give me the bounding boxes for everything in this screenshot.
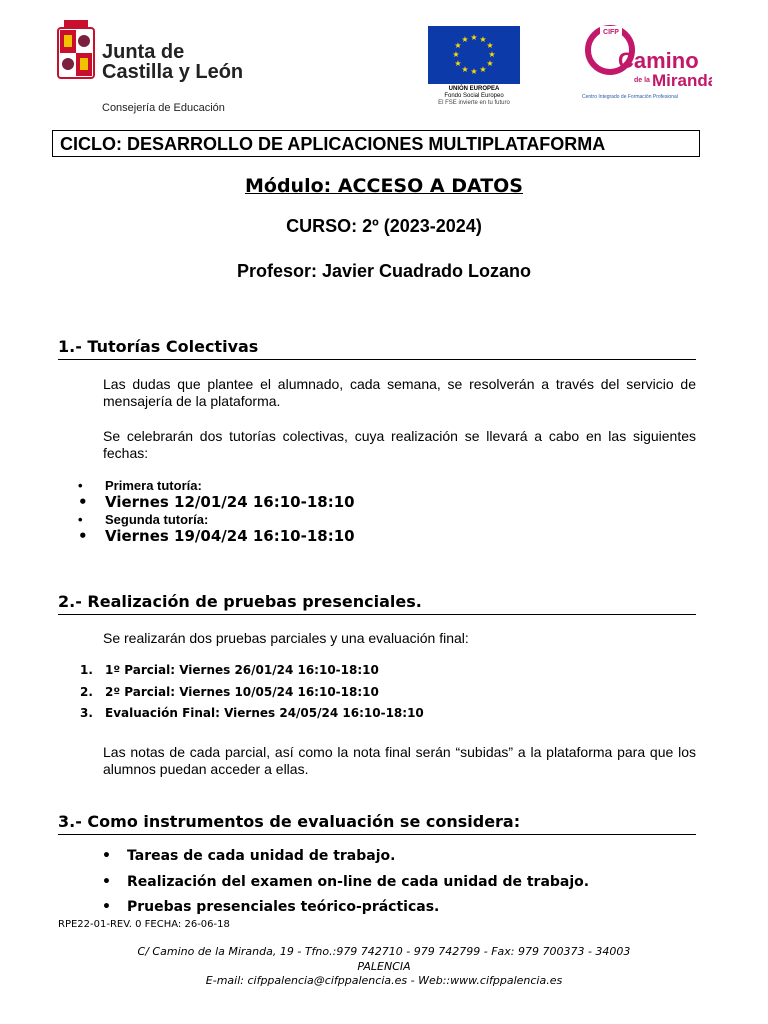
teacher-name: Profesor: Javier Cuadrado Lozano (236, 261, 532, 281)
cifp-miranda-text: Miranda (652, 71, 712, 90)
svg-text:★: ★ (486, 41, 494, 50)
bullet-icon: • (78, 493, 88, 511)
cifp-camino-miranda-logo (578, 18, 712, 102)
jcyl-name-line2: Castilla y León (102, 61, 244, 83)
svg-text:★: ★ (479, 65, 487, 74)
module-title: Módulo: ACCESO A DATOS (244, 175, 523, 197)
section1-heading: 1.- Tutorías Colectivas (58, 337, 696, 360)
svg-text:★: ★ (470, 33, 478, 42)
section2-intro: Se realizarán dos pruebas parciales y una evaluación final: (103, 630, 469, 646)
junta-castilla-leon-logo (56, 20, 246, 114)
svg-text:★: ★ (479, 35, 487, 44)
svg-text:★: ★ (461, 35, 469, 44)
svg-text:★: ★ (470, 67, 478, 76)
bullet-icon: • (102, 874, 111, 890)
cifp-logo-graphic (578, 18, 712, 102)
eu-slogan: El FSE invierte en tu futuro (438, 100, 510, 106)
cifp-badge-text: CIFP (603, 29, 619, 36)
eu-flag-icon (428, 26, 520, 84)
svg-text:★: ★ (454, 41, 462, 50)
footer-city: PALENCIA (357, 960, 411, 973)
svg-text:★: ★ (452, 50, 460, 59)
svg-text:★: ★ (488, 50, 496, 59)
footer-address: C/ Camino de la Miranda, 19 - Tfno.:979 742710 - 979 742799 - Fax: 979 700373 - 34003 (137, 945, 631, 958)
eu-social-fund-logo (428, 26, 520, 108)
coat-of-arms-icon (56, 20, 96, 80)
ciclo-title: CICLO: DESARROLLO DE APLICACIONES MULTIPLATAFORMA (60, 134, 606, 154)
document-revision: RPE22-01-REV. 0 FECHA: 26-06-18 (58, 919, 230, 930)
jcyl-department: Consejería de Educación (102, 102, 225, 114)
bullet-icon: • (102, 848, 111, 864)
section3-heading: 3.- Como instrumentos de evaluación se considera: (58, 812, 696, 835)
section2-heading: 2.- Realización de pruebas presenciales. (58, 592, 696, 615)
bullet-icon: • (78, 478, 83, 493)
section1-paragraph1: Las dudas que plantee el alumnado, cada semana, se resolverán a través del servicio de mensajería de la plataforma. (103, 376, 696, 409)
bullet-icon: • (78, 527, 88, 545)
section1-paragraph2: Se celebrarán dos tutorías colectivas, cuya realización se llevará a cabo en las siguientes fechas: (103, 428, 696, 461)
eu-union-label: UNIÓN EUROPEA (448, 86, 500, 92)
eu-fund-label: Fondo Social Europeo (444, 93, 504, 99)
svg-text:★: ★ (461, 65, 469, 74)
cifp-camino-text: Camino (618, 48, 699, 73)
bullet-icon: • (78, 512, 83, 527)
ciclo-title-box (52, 130, 700, 157)
svg-text:★: ★ (486, 59, 494, 68)
section2-note: Las notas de cada parcial, así como la nota final serán “subidas” a la plataforma para que los alumnos puedan acceder a ellas. (103, 744, 696, 777)
svg-text:★: ★ (454, 59, 462, 68)
jcyl-name-line1: Junta de (102, 41, 185, 63)
footer-contact: E-mail: cifppalencia@cifppalencia.es - Web::www.cifppalencia.es (205, 974, 563, 987)
cifp-dela-text: de la (634, 77, 650, 84)
bullet-icon: • (102, 899, 111, 915)
cifp-subtitle: Centro Integrado de Formación Profesional (582, 94, 678, 100)
course-year: CURSO: 2º (2023-2024) (286, 216, 482, 236)
